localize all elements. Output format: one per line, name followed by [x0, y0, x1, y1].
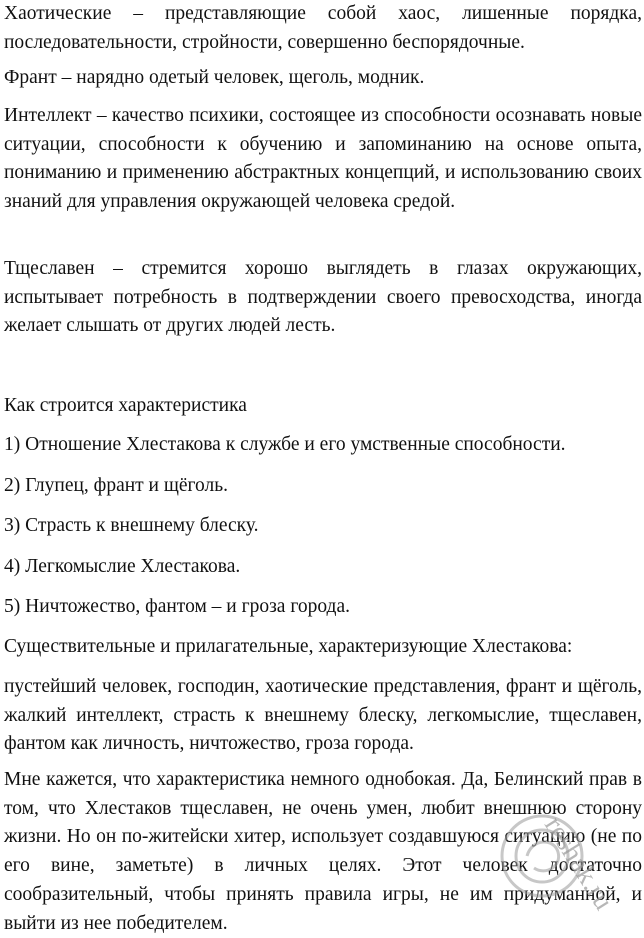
definition-vain: Тщеславен – стремится хорошо выглядеть в глазах окружающих, испытывает потребность в подтверждении своего превосходства, иногда желает слышать от других людей лесть.: [4, 258, 642, 337]
definition-chaotic: Хаотические – представляющие собой хаос, лишенные порядка, последовательности, стройности, совершенно беспорядочные.: [4, 3, 642, 53]
plan-item-1: 1) Отношение Хлестакова к службе и его умственные способности.: [4, 434, 566, 455]
plan-item-2: 2) Глупец, франт и щёголь.: [4, 475, 229, 496]
plan-item-3: 3) Страсть к внешнему блеску.: [4, 515, 259, 536]
section-heading: Как строится характеристика: [4, 395, 247, 416]
definition-dandy: Франт – нарядно одетый человек, щеголь, модник.: [4, 67, 425, 88]
definition-intellect: Интеллект – качество психики, состоящее из способности осознавать новые ситуации, способности к обучению и запоминанию на основе опыта, пониманию и применению абстрактных концепций, и использованию своих знаний для управления окружающей человека средой.: [4, 105, 642, 213]
keywords-list: пустейший человек, господин, хаотические представления, франт и щёголь, жалкий интеллект, страсть к внешнему блеску, легкомыслие, тщеславен, фантом как личность, ничтожество, гроза города.: [4, 676, 642, 755]
keywords-heading: Существительные и прилагательные, характеризующие Хлестакова:: [4, 636, 573, 657]
author-opinion: Мне кажется, что характеристика немного однобокая. Да, Белинский прав в том, что Хлестаков тщеславен, не очень умен, любит внешнюю сторону жизни. Но он по-житейски хитер, использует создавшуюся ситуацию (не по его вине, заметьте) в личных целях. Этот человек достаточно сообразительный, чтобы принять правила игры, не им придуманной, и выйти из нее победителем.: [4, 769, 642, 934]
plan-item-5: 5) Ничтожество, фантом – и гроза города.: [4, 596, 350, 617]
watermark-text: reshak.ru: [538, 811, 620, 916]
plan-item-4: 4) Легкомыслие Хлестакова.: [4, 556, 241, 577]
